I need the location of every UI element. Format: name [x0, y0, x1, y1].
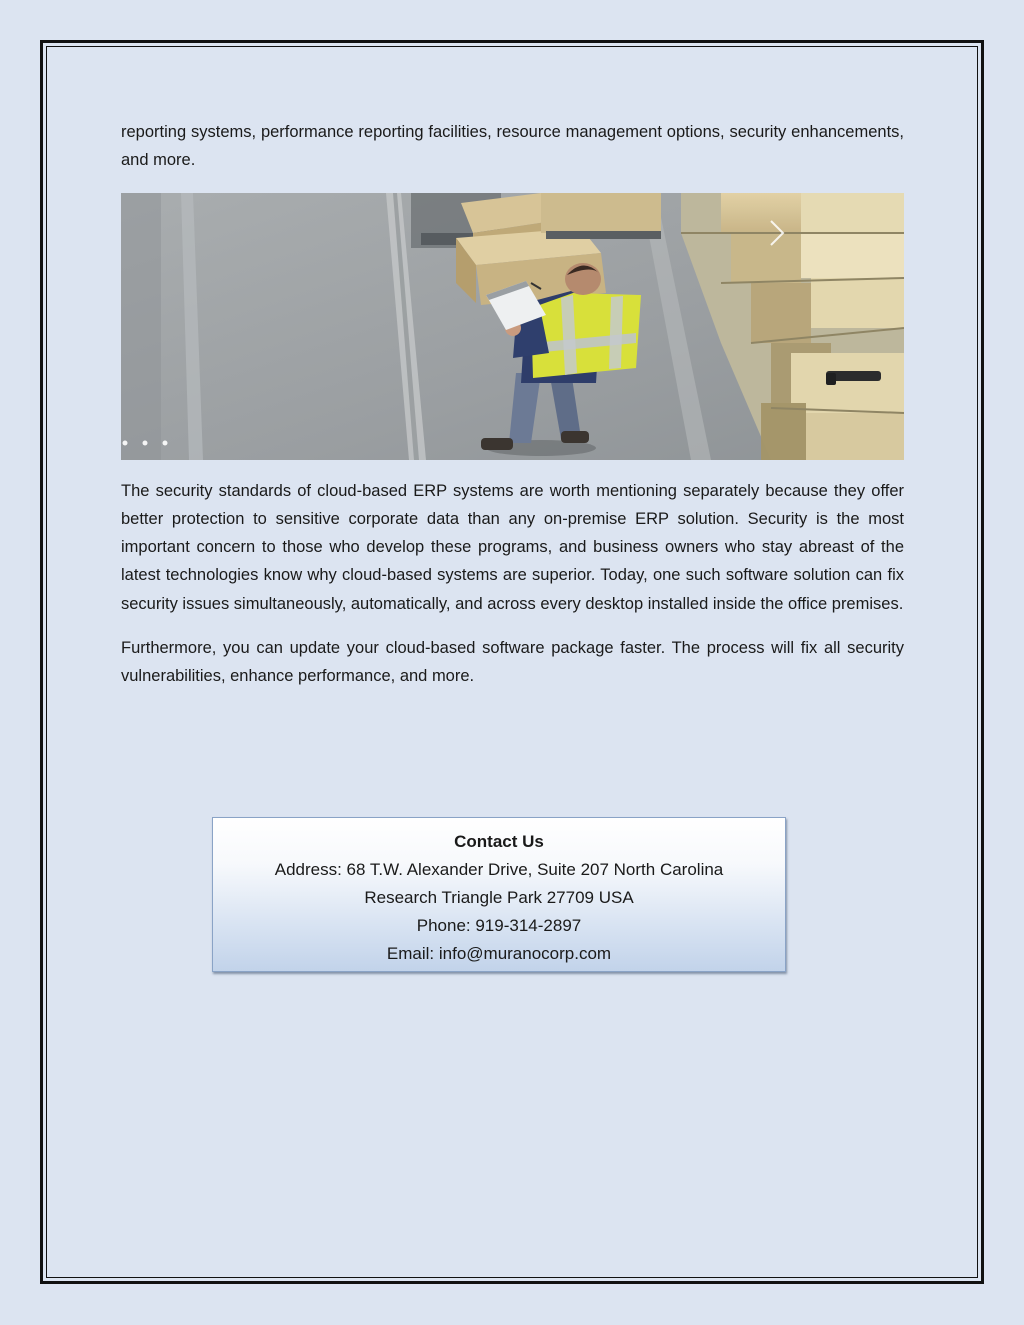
contact-address-line2: Research Triangle Park 27709 USA [364, 888, 634, 907]
warehouse-photo-icon [121, 193, 904, 460]
contact-phone: Phone: 919-314-2897 [416, 916, 582, 935]
contact-box [212, 817, 786, 972]
contact-address-line1: Address: 68 T.W. Alexander Drive, Suite 207 North Carolina [274, 860, 724, 879]
contact-email[interactable]: Email: info@muranocorp.com [386, 944, 612, 963]
security-paragraph: The security standards of cloud-based ERP systems are worth mentioning separately because they offer better protection to sensitive corporate data than any on-premise ERP solution. Security is the most important concern to those who develop these programs, and business owners who stay abreast of the latest technologies know why cloud-based systems are superior. Today, one such software solution can fix security issues simultaneously, automatically, and across every desktop installed inside the office premises. [121, 481, 904, 613]
update-paragraph: Furthermore, you can update your cloud-based software package faster. The process will fix all security vulnerabilities, enhance performance, and more. [121, 639, 904, 686]
intro-paragraph: reporting systems, performance reporting facilities, resource management options, security enhancements, and more. [121, 123, 904, 170]
document-content [121, 118, 904, 691]
contact-title: Contact Us [454, 832, 544, 851]
warehouse-photo [121, 193, 904, 460]
